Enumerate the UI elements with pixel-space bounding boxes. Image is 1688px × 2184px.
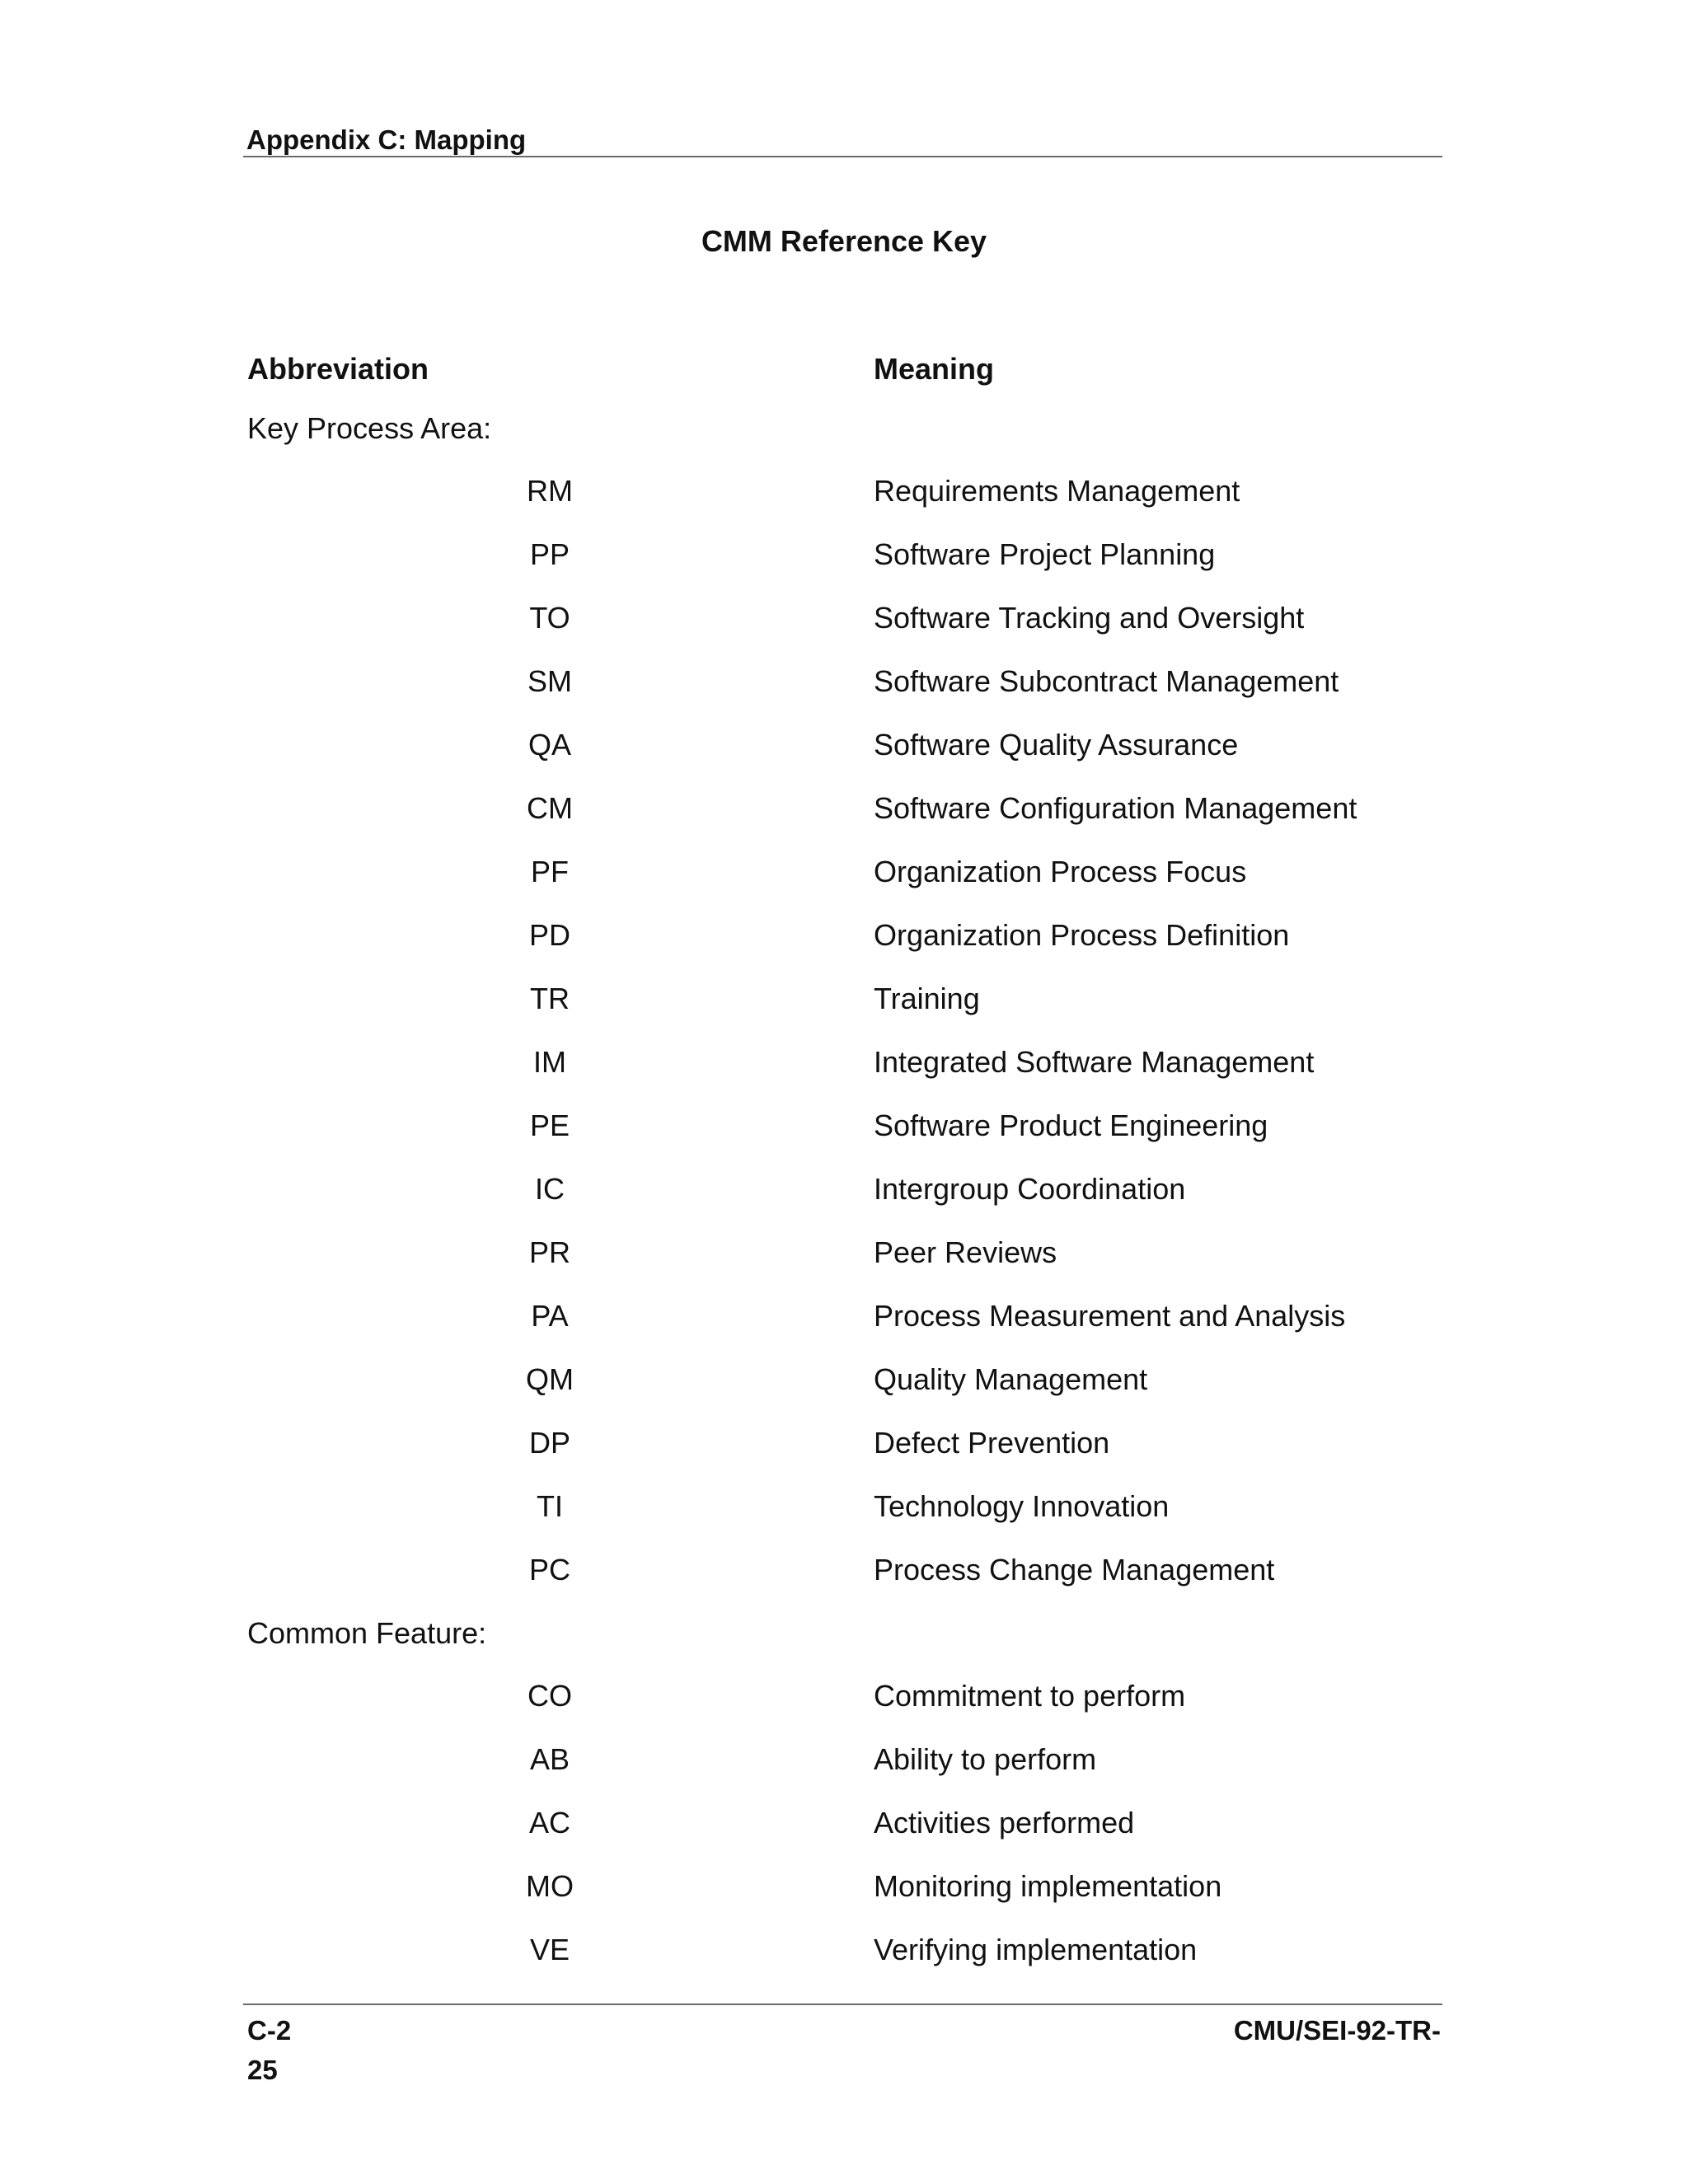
running-header: Appendix C: Mapping — [246, 124, 527, 155]
table-row — [0, 1170, 1688, 1208]
meaning-cell: Software Quality Assurance — [874, 728, 1239, 762]
meaning-cell: Technology Innovation — [874, 1489, 1170, 1523]
footer-rule — [243, 2004, 1442, 2005]
meaning-cell: Integrated Software Management — [874, 1045, 1315, 1079]
abbreviation-cell: TO — [529, 601, 570, 635]
table-row — [0, 1424, 1688, 1462]
page-number: C-2 25 — [247, 2015, 292, 2085]
meaning-cell: Software Product Engineering — [874, 1108, 1268, 1142]
abbreviation-cell: PD — [528, 918, 570, 952]
table-row — [0, 1297, 1688, 1335]
abbreviation-cell: CO — [528, 1679, 572, 1713]
abbreviation-cell: TI — [537, 1489, 563, 1523]
table-row — [0, 536, 1688, 574]
table-row — [0, 1677, 1688, 1715]
meaning-cell: Monitoring implementation — [874, 1869, 1222, 1903]
report-id: CMU/SEI-92-TR- — [1233, 2015, 1441, 2046]
meaning-cell: Training — [874, 982, 980, 1015]
meaning-cell: Software Subcontract Management — [874, 664, 1339, 698]
meaning-cell: Software Configuration Management — [874, 791, 1357, 825]
meaning-cell: Organization Process Definition — [874, 918, 1290, 952]
abbreviation-cell: TR — [530, 982, 570, 1015]
abbreviation-cell: VE — [529, 1933, 570, 1966]
abbreviation-cell: SM — [528, 664, 572, 698]
table-row — [0, 1741, 1688, 1779]
meaning-cell: Requirements Management — [874, 474, 1240, 508]
header-rule — [243, 156, 1442, 157]
table-row — [0, 916, 1688, 954]
table-row — [0, 853, 1688, 891]
table-row — [0, 1234, 1688, 1272]
column-header-abbreviation: Abbreviation — [247, 352, 429, 386]
abbreviation-cell: AC — [528, 1806, 570, 1840]
page-title: CMM Reference Key — [701, 224, 987, 258]
abbreviation-cell: RM — [527, 474, 573, 508]
meaning-cell: Activities performed — [874, 1806, 1135, 1840]
table-row — [0, 1361, 1688, 1399]
meaning-cell: Process Change Management — [874, 1553, 1275, 1586]
meaning-cell: Process Measurement and Analysis — [874, 1299, 1346, 1333]
abbreviation-cell: PP — [529, 537, 570, 571]
table-row — [0, 1551, 1688, 1589]
abbreviation-cell: PE — [529, 1108, 570, 1142]
table-row — [0, 663, 1688, 701]
table-row — [0, 1804, 1688, 1842]
table-row — [0, 980, 1688, 1018]
meaning-cell: Commitment to perform — [874, 1679, 1186, 1713]
table-row — [0, 1488, 1688, 1526]
table-row — [0, 599, 1688, 637]
meaning-cell: Peer Reviews — [874, 1235, 1057, 1269]
abbreviation-cell: AB — [529, 1742, 570, 1776]
abbreviation-cell: PA — [531, 1299, 569, 1333]
section-label-key-process-area: Key Process Area: — [247, 411, 492, 445]
section-label-common-feature: Common Feature: — [247, 1616, 487, 1650]
table-row — [0, 1043, 1688, 1081]
meaning-cell: Ability to perform — [874, 1742, 1097, 1776]
table-row — [0, 1868, 1688, 1905]
abbreviation-cell: CM — [527, 791, 573, 825]
abbreviation-cell: PR — [528, 1235, 570, 1269]
table-row — [0, 1107, 1688, 1145]
abbreviation-cell: MO — [526, 1869, 574, 1903]
table-row — [0, 472, 1688, 510]
abbreviation-cell: QA — [528, 728, 571, 762]
meaning-cell: Organization Process Focus — [874, 855, 1247, 888]
abbreviation-cell: IM — [533, 1045, 566, 1079]
meaning-cell: Software Tracking and Oversight — [874, 601, 1305, 635]
abbreviation-cell: QM — [526, 1362, 574, 1396]
abbreviation-cell: PC — [528, 1553, 570, 1586]
meaning-cell: Defect Prevention — [874, 1426, 1110, 1460]
abbreviation-cell: PF — [530, 855, 569, 888]
abbreviation-cell: DP — [528, 1426, 570, 1460]
abbreviation-cell: IC — [535, 1172, 565, 1206]
meaning-cell: Software Project Planning — [874, 537, 1216, 571]
table-row — [0, 726, 1688, 764]
table-row — [0, 1931, 1688, 1969]
meaning-cell: Quality Management — [874, 1362, 1148, 1396]
table-row — [0, 790, 1688, 827]
meaning-cell: Intergroup Coordination — [874, 1172, 1186, 1206]
meaning-cell: Verifying implementation — [874, 1933, 1198, 1966]
column-header-meaning: Meaning — [874, 352, 995, 386]
